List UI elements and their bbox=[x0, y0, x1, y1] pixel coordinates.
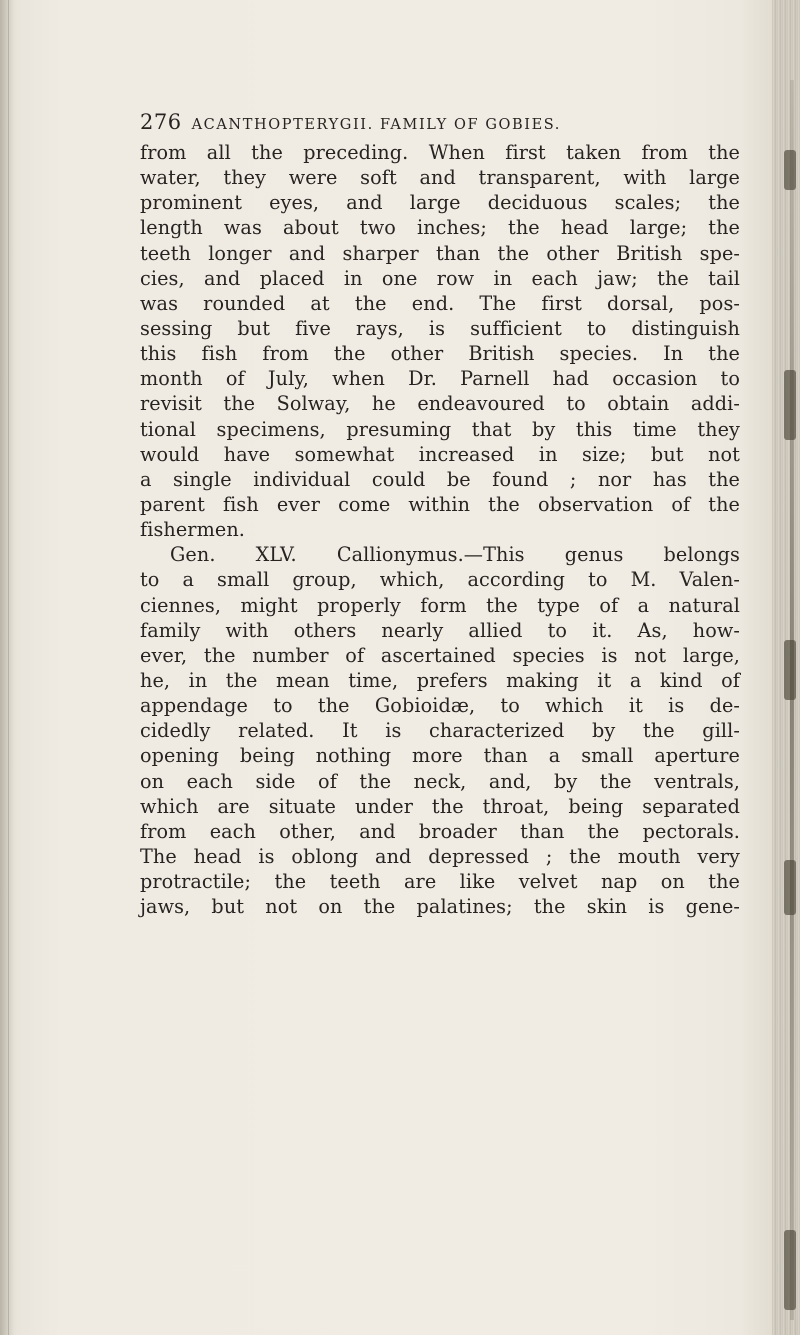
text-line: from each other, and broader than the pectorals. bbox=[140, 819, 740, 843]
page-edge-stain bbox=[784, 860, 796, 915]
text-line: jaws, but not on the palatines; the skin is gene- bbox=[140, 895, 740, 919]
text-line: which are situate under the throat, being separated bbox=[140, 794, 740, 818]
body-text bbox=[140, 140, 740, 919]
text-line: cidedly related. It is characterized by the gill- bbox=[140, 719, 740, 743]
text-line: tional specimens, presuming that by this time they bbox=[140, 417, 740, 441]
text-line: ever, the number of ascertained species is not large, bbox=[140, 643, 740, 667]
text-line: ciennes, might properly form the type of a natural bbox=[140, 593, 740, 617]
text-line: protractile; the teeth are like velvet nap on the bbox=[140, 870, 740, 894]
page-edge-stain bbox=[784, 1230, 796, 1310]
text-line: appendage to the Gobioidæ, to which it is de- bbox=[140, 694, 740, 718]
text-line: this fish from the other British species. In the bbox=[140, 342, 740, 366]
text-line: would have somewhat increased in size; but not bbox=[140, 442, 740, 466]
text-line: family with others nearly allied to it. As, how- bbox=[140, 618, 740, 642]
text-line: The head is oblong and depressed ; the mouth very bbox=[140, 844, 740, 868]
text-line: prominent eyes, and large deciduous scales; the bbox=[140, 191, 740, 215]
text-line: cies, and placed in one row in each jaw; the tail bbox=[140, 266, 740, 290]
page-header bbox=[140, 110, 660, 138]
page-binding-shadow bbox=[0, 0, 14, 1335]
page-edge-stain bbox=[784, 150, 796, 190]
text-line: month of July, when Dr. Parnell had occasion to bbox=[140, 367, 740, 391]
page-number: 276 bbox=[140, 110, 182, 134]
text-line: on each side of the neck, and, by the ventrals, bbox=[140, 769, 740, 793]
text-line: from all the preceding. When first taken from the bbox=[140, 141, 740, 164]
page-edge-stain bbox=[784, 640, 796, 700]
text-line: water, they were soft and transparent, with large bbox=[140, 166, 740, 190]
text-line: he, in the mean time, prefers making it a kind of bbox=[140, 668, 740, 692]
text-line: was rounded at the end. The first dorsal, pos- bbox=[140, 291, 740, 315]
text-line-genus-heading: Gen. XLV. Callionymus.—This genus belongs bbox=[170, 543, 740, 567]
text-line: parent fish ever come within the observation of the bbox=[140, 492, 740, 516]
text-line: opening being nothing more than a small aperture bbox=[140, 744, 740, 768]
text-line: to a small group, which, according to M. Valen- bbox=[140, 568, 740, 592]
text-line: length was about two inches; the head large; the bbox=[140, 216, 740, 240]
text-line: fishermen. bbox=[140, 518, 245, 542]
text-line: sessing but five rays, is sufficient to distinguish bbox=[140, 316, 740, 340]
page-binding-line bbox=[8, 0, 9, 1335]
text-line: revisit the Solway, he endeavoured to obtain addi- bbox=[140, 392, 740, 416]
page-edge-stain bbox=[784, 370, 796, 440]
text-line: teeth longer and sharper than the other British spe- bbox=[140, 241, 740, 265]
running-head: ACANTHOPTERYGII. FAMILY OF GOBIES. bbox=[191, 117, 561, 133]
page-edge-shadow bbox=[790, 80, 794, 1320]
text-line: a single individual could be found ; nor has the bbox=[140, 467, 740, 491]
